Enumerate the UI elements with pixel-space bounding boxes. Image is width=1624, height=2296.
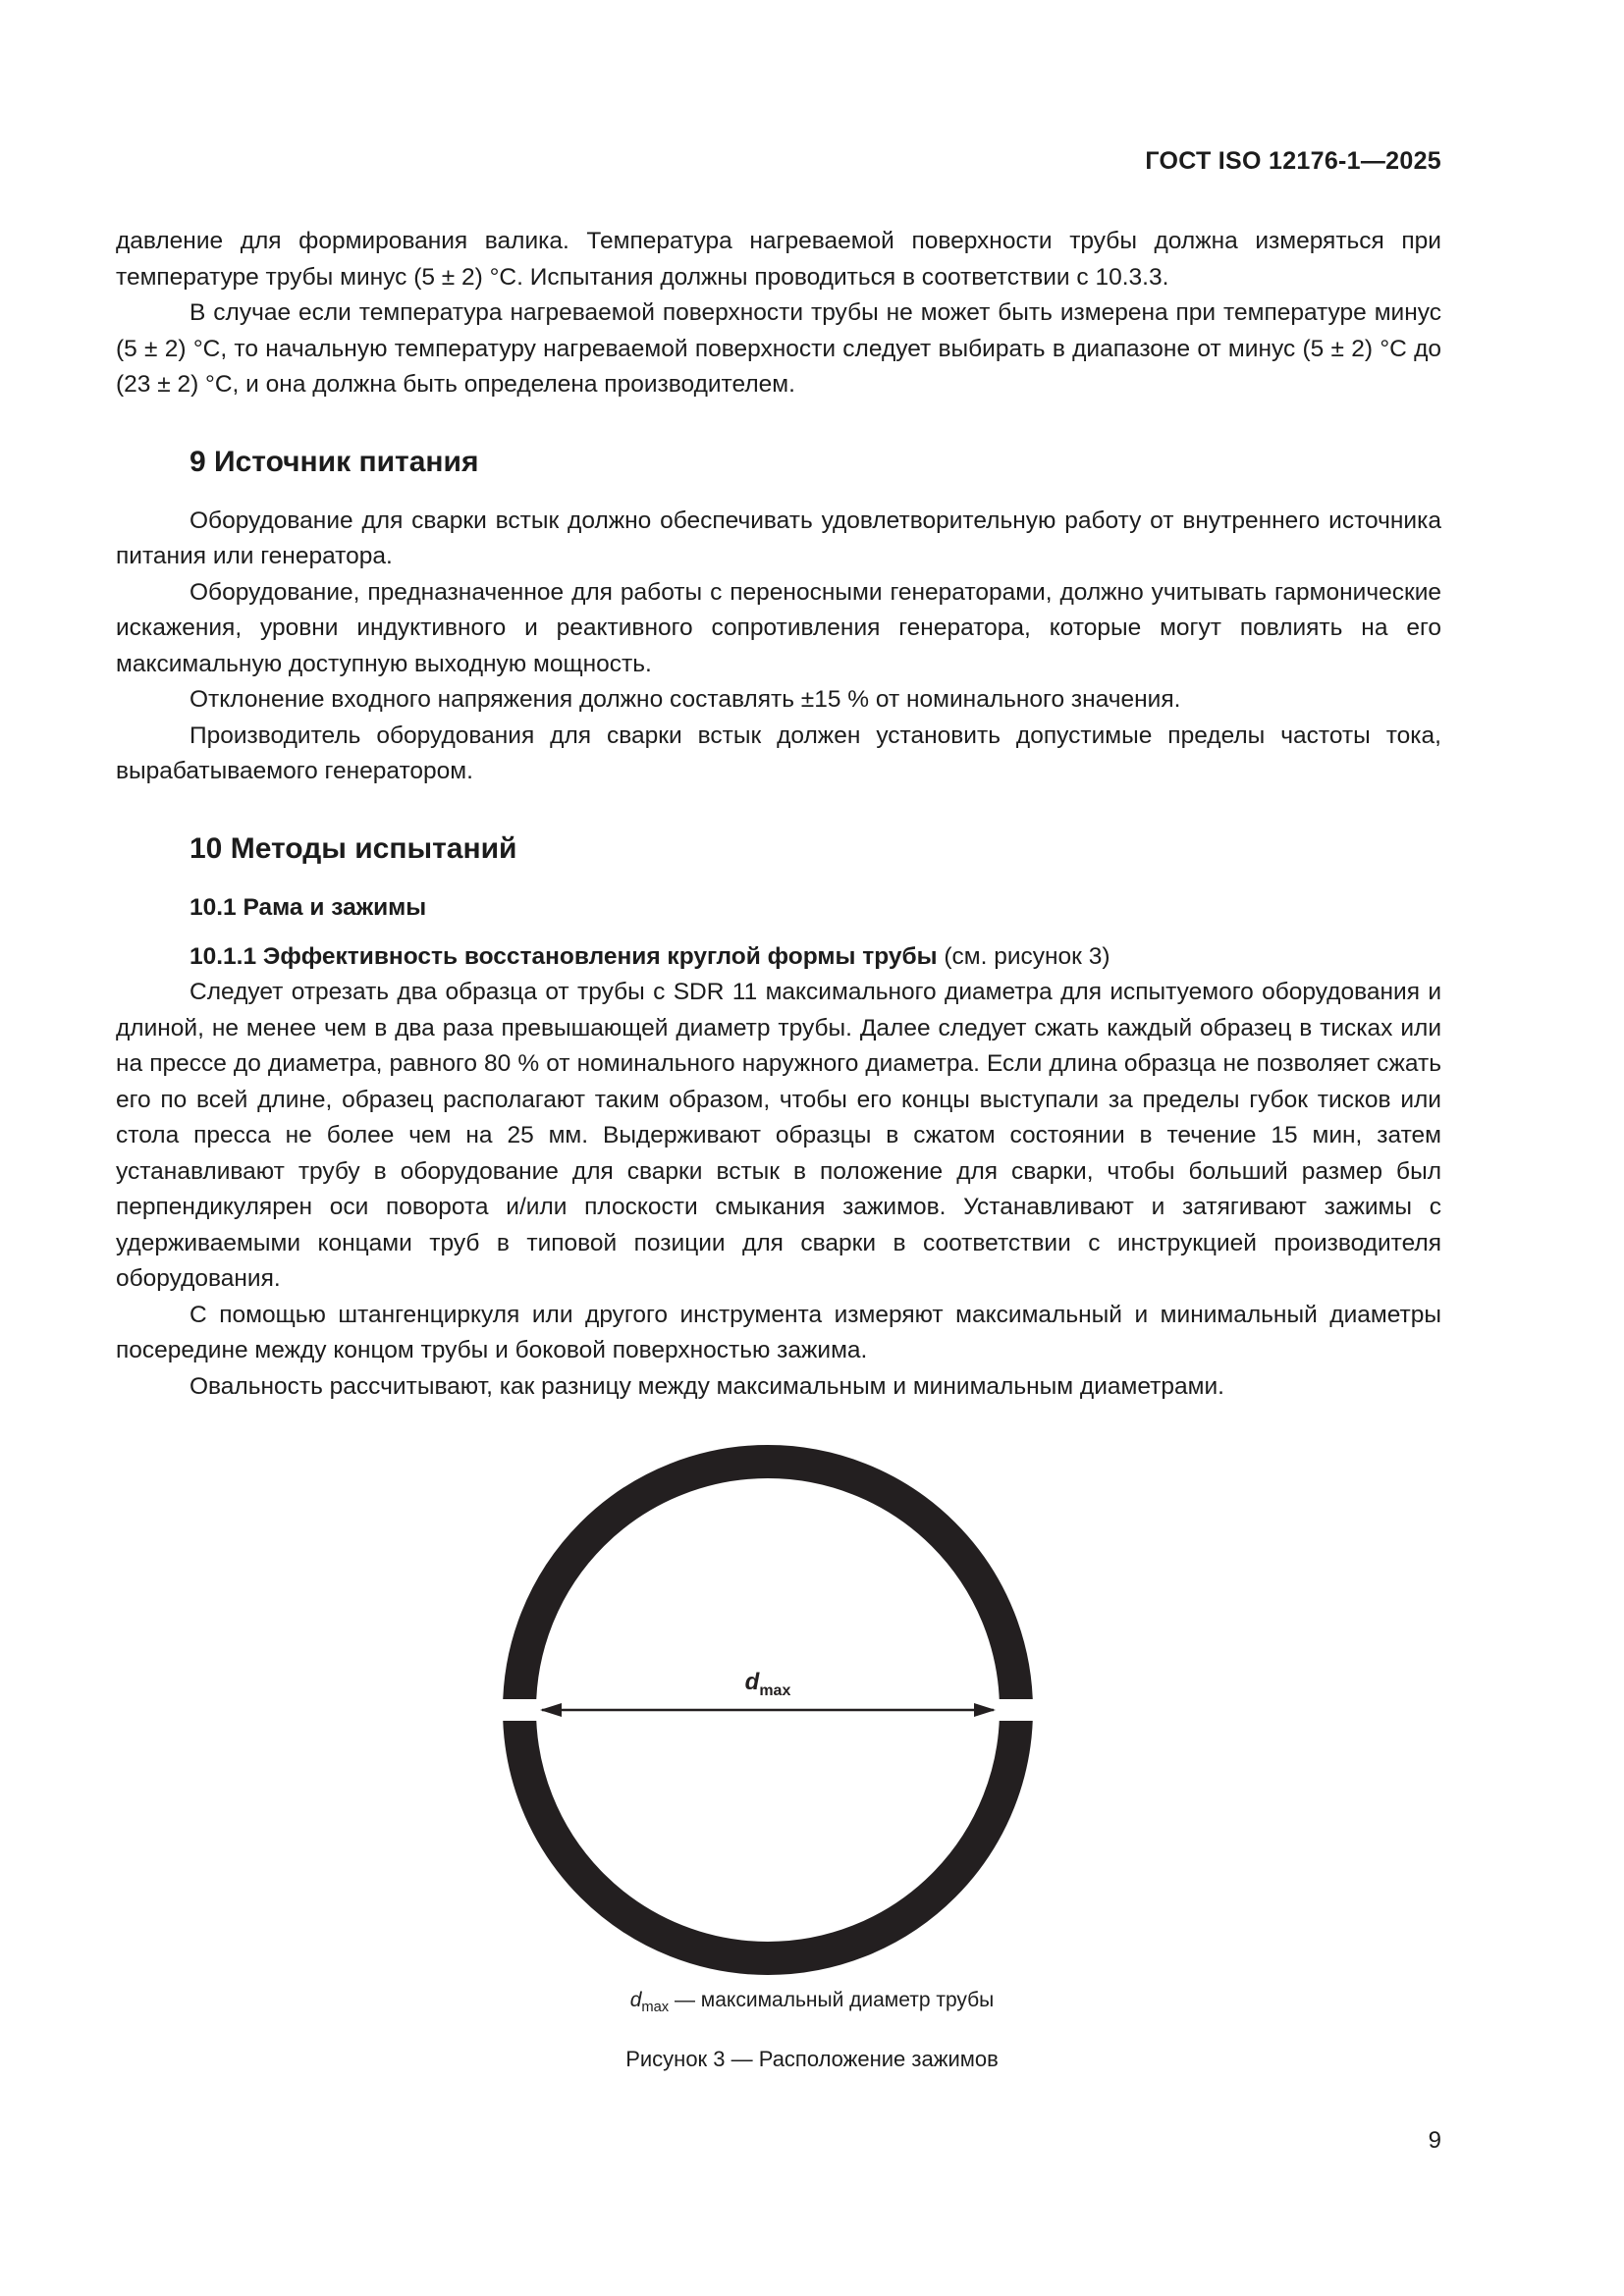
section-9-title: 9 Источник питания (189, 445, 479, 478)
section-9-paragraph-3: Отклонение входного напряжения должно составлять ±15 % от номинального значения. (189, 686, 1181, 713)
intro-paragraph-2: В случае если температура нагреваемой поверхности трубы не может быть измерена при температуре минус (5 ± 2) °C, то начальную температуру нагреваемой поверхности следует выбирать в диапазоне от минус (5 ± 2) °C до (23 ± 2) °C, и она должна быть определена производителем. (116, 299, 1441, 398)
pipe-wall (519, 1462, 1016, 1958)
section-9-paragraph-2: Оборудование, предназначенное для работы с переносными генераторами, должно учитывать гармонические искажения, уровни индуктивного и реактивного сопротивления генератора, которые могут повлиять на его максимальную доступную выходную мощность. (116, 578, 1441, 677)
figure-caption: Рисунок 3 — Расположение зажимов (625, 2047, 999, 2071)
legend-text: — максимальный диаметр трубы (669, 1989, 995, 2011)
section-10-paragraph-1: Следует отрезать два образца от трубы с SDR 11 максимального диаметра для испытуемого оборудования и длиной, не менее чем в два раза превышающей диаметр трубы. Далее следует сжать каждый образец в тисках или на прессе до диаметра, равного 80 % от номинального наружного диаметра. Если длина образца не позволяет сжать его по всей длине, образец располагают таким образом, чтобы его концы выступали за пределы губок тисков или стола пресса не более чем на 25 мм. Выдерживают образцы в сжатом состоянии в течение 15 мин, затем устанавливают трубу в оборудование для сварки встык в положение для сварки, чтобы больший размер был перпендикулярен оси поворота и/или плоскости смыкания зажимов. Устанавливают и затягивают зажимы с удерживаемыми концами труб в типовой позиции для сварки в соответствии с инструкцией производителя оборудования. (116, 979, 1441, 1292)
dimension-label (745, 1669, 791, 1699)
subsection-10-1-title: 10.1 Рама и зажимы (189, 893, 427, 921)
figure-reference: (см. рисунок 3) (937, 942, 1110, 970)
subsection-10-1-1-title: 10.1.1 Эффективность восстановления круглой формы трубы (189, 942, 938, 970)
document-header: ГОСТ ISO 12176-1—2025 (1145, 147, 1441, 175)
section-10-paragraph-3: Овальность рассчитывают, как разницу между максимальным и минимальным диаметрами. (189, 1372, 1224, 1400)
intro-paragraph-1: давление для формирования валика. Температура нагреваемой поверхности трубы должна измеряться при температуре трубы минус (5 ± 2) °C. Испытания должны проводиться в соответствии с 10.3.3. (116, 228, 1441, 291)
page-number: 9 (1428, 2127, 1441, 2154)
section-10-paragraph-2: С помощью штангенциркуля или другого инструмента измеряют максимальный и минимальный диаметры посередине между концом трубы и боковой поверхностью зажима. (116, 1301, 1441, 1363)
figure-legend (0, 1989, 1624, 2015)
arrow-right-icon (974, 1703, 996, 1717)
legend-subscript: max (641, 2000, 670, 2016)
dimension-gap-right (996, 1699, 1035, 1721)
dimension-symbol: d (744, 1669, 760, 1695)
section-9-paragraph-1: Оборудование для сварки встык должно обеспечивать удовлетворительную работу от внутреннего источника питания или генератора. (116, 507, 1441, 569)
arrow-left-icon (540, 1703, 562, 1717)
dimension-subscript: max (759, 1682, 791, 1699)
section-9-paragraph-4: Производитель оборудования для сварки встык должен установить допустимые пределы частоты тока, вырабатываемого генератором. (116, 721, 1441, 784)
section-10-title: 10 Методы испытаний (189, 831, 517, 865)
dimension-gap-left (501, 1699, 540, 1721)
subsection-10-1-1-heading (116, 939, 1441, 976)
legend-symbol: d (629, 1989, 642, 2011)
page-body (116, 224, 1441, 1405)
